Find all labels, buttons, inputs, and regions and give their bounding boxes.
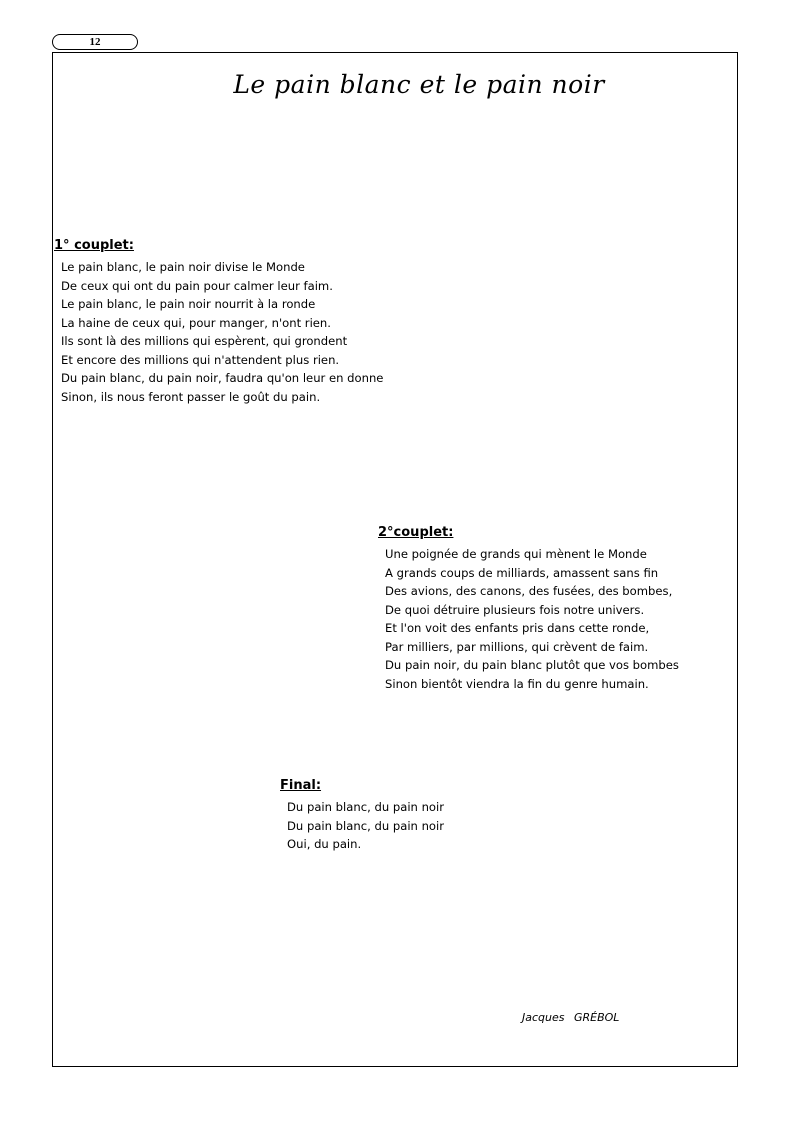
verse-line: Du pain blanc, du pain noir [287,818,444,833]
verse-line: A grands coups de milliards, amassent sans fin [385,565,659,580]
verse-line: Et encore des millions qui n'attendent plus rien. [61,352,340,367]
couplet-2-heading: 2°couplet: [378,525,454,540]
page-number: 12 [52,34,138,50]
verse-line: Et l'on voit des enfants pris dans cette ronde, [385,621,650,635]
verse-line: La haine de ceux qui, pour manger, n'ont rien. [61,315,331,330]
final-heading: Final: [280,778,322,793]
verse-line: Le pain blanc, le pain noir divise le Monde [61,260,305,274]
couplet-1 [54,236,383,406]
couplet-2-lines [378,545,679,693]
final-lines [280,798,444,854]
author-signature: Jacques GRÉBOL [522,1011,620,1024]
verse-line: Sinon, ils nous feront passer le goût du pain. [61,389,321,404]
verse-line: Une poignée de grands qui mènent le Monde [385,547,647,561]
song-title: Le pain blanc et le pain noir [233,70,605,99]
verse-line: Oui, du pain. [287,837,362,851]
verse-line: De quoi détruire plusieurs fois notre univers. [385,602,645,617]
verse-line: Du pain blanc, du pain noir, faudra qu'on leur en donne [61,371,384,385]
couplet-1-lines [54,258,383,406]
verse-line: Ils sont là des millions qui espèrent, qui grondent [61,334,348,348]
couplet-2 [378,523,679,693]
verse-line: Le pain blanc, le pain noir nourrit à la ronde [61,297,316,311]
couplet-1-heading: 1° couplet: [54,238,134,253]
verse-line: Des avions, des canons, des fusées, des bombes, [385,584,673,598]
verse-line: De ceux qui ont du pain pour calmer leur faim. [61,278,333,293]
verse-line: Sinon bientôt viendra la fin du genre humain. [385,676,649,691]
verse-line: Du pain blanc, du pain noir [287,800,444,814]
verse-line: Du pain noir, du pain blanc plutôt que vos bombes [385,658,679,672]
final-section [280,776,444,854]
verse-line: Par milliers, par millions, qui crèvent de faim. [385,639,649,654]
